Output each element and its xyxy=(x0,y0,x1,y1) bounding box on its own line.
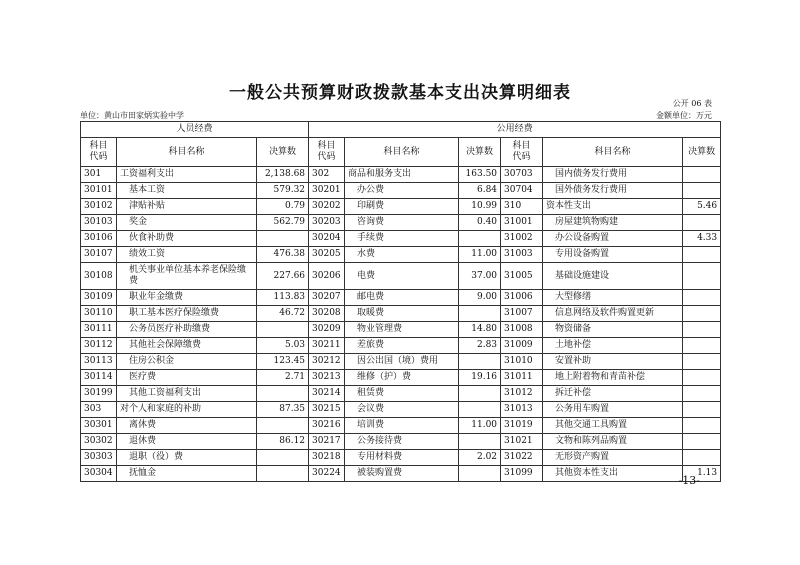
cell-code: 30102 xyxy=(81,199,117,215)
cell-name: 水费 xyxy=(345,247,459,263)
cell-name: 津贴补贴 xyxy=(117,199,257,215)
cell-code: 30111 xyxy=(81,322,117,338)
cell-code: 30114 xyxy=(81,370,117,386)
cell-amount xyxy=(683,322,721,338)
cell-amount xyxy=(257,386,309,402)
cell-code: 30704 xyxy=(501,183,543,199)
cell-amount: 0.40 xyxy=(459,215,501,231)
cell-name: 其他资本性支出 xyxy=(543,466,683,482)
table-row xyxy=(81,434,721,450)
cell-code: 30112 xyxy=(81,338,117,354)
cell-name: 物业管理费 xyxy=(345,322,459,338)
cell-code: 30103 xyxy=(81,215,117,231)
cell-code: 30101 xyxy=(81,183,117,199)
cell-code: 30218 xyxy=(309,450,345,466)
cell-name: 国外债务发行费用 xyxy=(543,183,683,199)
cell-name: 差旅费 xyxy=(345,338,459,354)
col-header-name: 科目名称 xyxy=(543,138,683,167)
cell-name: 培训费 xyxy=(345,418,459,434)
cell-amount xyxy=(683,418,721,434)
cell-code: 30106 xyxy=(81,231,117,247)
table-row xyxy=(81,290,721,306)
cell-amount: 227.66 xyxy=(257,263,309,290)
table-row xyxy=(81,354,721,370)
cell-name: 维修（护）费 xyxy=(345,370,459,386)
cell-name: 公务用车购置 xyxy=(543,402,683,418)
table-row xyxy=(81,418,721,434)
cell-code: 30211 xyxy=(309,338,345,354)
cell-amount: 86.12 xyxy=(257,434,309,450)
cell-amount xyxy=(683,167,721,183)
table-row xyxy=(81,199,721,215)
cell-code: 30110 xyxy=(81,306,117,322)
cell-amount: 5.03 xyxy=(257,338,309,354)
cell-amount: 562.79 xyxy=(257,215,309,231)
group-header-personnel: 人员经费 xyxy=(81,122,309,138)
table-row xyxy=(81,231,721,247)
cell-amount xyxy=(683,290,721,306)
cell-code: 30204 xyxy=(309,231,345,247)
cell-name: 工资福利支出 xyxy=(117,167,257,183)
cell-amount xyxy=(683,215,721,231)
cell-code: 30224 xyxy=(309,466,345,482)
cell-amount xyxy=(459,231,501,247)
cell-name: 电费 xyxy=(345,263,459,290)
cell-code: 302 xyxy=(309,167,345,183)
cell-amount xyxy=(257,450,309,466)
table-row xyxy=(81,322,721,338)
cell-code: 31021 xyxy=(501,434,543,450)
cell-amount: 11.00 xyxy=(459,247,501,263)
cell-code: 30113 xyxy=(81,354,117,370)
col-header-amount: 决算数 xyxy=(683,138,721,167)
cell-code: 30301 xyxy=(81,418,117,434)
cell-name: 拆迁补偿 xyxy=(543,386,683,402)
cell-amount xyxy=(459,354,501,370)
cell-amount xyxy=(683,263,721,290)
cell-code: 31012 xyxy=(501,386,543,402)
cell-name: 抚恤金 xyxy=(117,466,257,482)
cell-name: 邮电费 xyxy=(345,290,459,306)
cell-amount: 2.02 xyxy=(459,450,501,466)
cell-code: 30205 xyxy=(309,247,345,263)
cell-code: 310 xyxy=(501,199,543,215)
cell-name: 地上附着物和青苗补偿 xyxy=(543,370,683,386)
table-row xyxy=(81,386,721,402)
cell-amount: 4.33 xyxy=(683,231,721,247)
col-header-code: 科目 代码 xyxy=(309,138,345,167)
cell-name: 医疗费 xyxy=(117,370,257,386)
cell-name: 房屋建筑物购建 xyxy=(543,215,683,231)
cell-name: 商品和服务支出 xyxy=(345,167,459,183)
cell-amount: 9.00 xyxy=(459,290,501,306)
cell-name: 安置补助 xyxy=(543,354,683,370)
table-row xyxy=(81,306,721,322)
page-title: 一般公共预算财政拨款基本支出决算明细表 xyxy=(229,83,571,103)
cell-name: 办公设备购置 xyxy=(543,231,683,247)
cell-name: 绩效工资 xyxy=(117,247,257,263)
cell-name: 基础设施建设 xyxy=(543,263,683,290)
cell-code: 30201 xyxy=(309,183,345,199)
cell-name: 其他工资福利支出 xyxy=(117,386,257,402)
table-body xyxy=(81,167,721,482)
cell-amount xyxy=(683,247,721,263)
cell-amount: 10.99 xyxy=(459,199,501,215)
cell-name: 大型修缮 xyxy=(543,290,683,306)
cell-amount xyxy=(257,418,309,434)
cell-name: 伙食补助费 xyxy=(117,231,257,247)
cell-name: 文物和陈列品购置 xyxy=(543,434,683,450)
cell-code: 301 xyxy=(81,167,117,183)
cell-name: 机关事业单位基本养老保险缴费 xyxy=(117,263,257,290)
cell-code: 31005 xyxy=(501,263,543,290)
cell-name: 公务接待费 xyxy=(345,434,459,450)
cell-name: 信息网络及软件购置更新 xyxy=(543,306,683,322)
cell-name: 专用材料费 xyxy=(345,450,459,466)
cell-amount xyxy=(257,231,309,247)
cell-amount xyxy=(683,354,721,370)
cell-amount xyxy=(683,183,721,199)
cell-code: 30208 xyxy=(309,306,345,322)
form-number: 公开 06 表 xyxy=(672,99,712,108)
cell-name: 专用设备购置 xyxy=(543,247,683,263)
cell-code: 30212 xyxy=(309,354,345,370)
cell-code: 30302 xyxy=(81,434,117,450)
cell-amount xyxy=(257,322,309,338)
unit-label: 单位：黄山市田家炳实验中学 xyxy=(80,111,184,120)
table-row xyxy=(81,450,721,466)
cell-name: 取暖费 xyxy=(345,306,459,322)
cell-code: 30206 xyxy=(309,263,345,290)
cell-amount: 11.00 xyxy=(459,418,501,434)
col-header-amount: 决算数 xyxy=(257,138,309,167)
cell-amount: 579.32 xyxy=(257,183,309,199)
cell-code: 31002 xyxy=(501,231,543,247)
cell-amount xyxy=(459,306,501,322)
cell-amount xyxy=(683,306,721,322)
table-row xyxy=(81,370,721,386)
cell-code: 303 xyxy=(81,402,117,418)
cell-name: 离休费 xyxy=(117,418,257,434)
cell-name: 手续费 xyxy=(345,231,459,247)
cell-name: 印刷费 xyxy=(345,199,459,215)
cell-amount: 19.16 xyxy=(459,370,501,386)
cell-code: 30217 xyxy=(309,434,345,450)
cell-amount xyxy=(683,338,721,354)
cell-name: 其他社会保障缴费 xyxy=(117,338,257,354)
cell-amount xyxy=(459,386,501,402)
cell-code: 31099 xyxy=(501,466,543,482)
cell-name: 会议费 xyxy=(345,402,459,418)
cell-code: 30304 xyxy=(81,466,117,482)
cell-amount xyxy=(459,402,501,418)
cell-name: 土地补偿 xyxy=(543,338,683,354)
page-number: -13- xyxy=(678,474,700,487)
cell-code: 31006 xyxy=(501,290,543,306)
cell-code: 31010 xyxy=(501,354,543,370)
table-row xyxy=(81,466,721,482)
group-header-public: 公用经费 xyxy=(309,122,721,138)
cell-name: 物资储备 xyxy=(543,322,683,338)
cell-code: 30303 xyxy=(81,450,117,466)
col-header-amount: 决算数 xyxy=(459,138,501,167)
cell-amount xyxy=(683,450,721,466)
cell-amount: 46.72 xyxy=(257,306,309,322)
cell-amount: 2.83 xyxy=(459,338,501,354)
table-row xyxy=(81,263,721,290)
cell-name: 退职（役）费 xyxy=(117,450,257,466)
cell-name: 其他交通工具购置 xyxy=(543,418,683,434)
cell-amount: 0.79 xyxy=(257,199,309,215)
cell-name: 公务员医疗补助缴费 xyxy=(117,322,257,338)
cell-code: 30109 xyxy=(81,290,117,306)
cell-code: 31009 xyxy=(501,338,543,354)
col-header-code: 科目 代码 xyxy=(81,138,117,167)
cell-name: 职业年金缴费 xyxy=(117,290,257,306)
cell-name: 被装购置费 xyxy=(345,466,459,482)
cell-amount: 5.46 xyxy=(683,199,721,215)
cell-amount xyxy=(459,434,501,450)
cell-name: 咨询费 xyxy=(345,215,459,231)
cell-name: 租赁费 xyxy=(345,386,459,402)
table-row xyxy=(81,338,721,354)
cell-name: 办公费 xyxy=(345,183,459,199)
cell-amount: 2,138.68 xyxy=(257,167,309,183)
cell-amount: 87.35 xyxy=(257,402,309,418)
cell-amount: 14.80 xyxy=(459,322,501,338)
table-row xyxy=(81,402,721,418)
cell-name: 住房公积金 xyxy=(117,354,257,370)
cell-amount: 476.38 xyxy=(257,247,309,263)
cell-code: 31022 xyxy=(501,450,543,466)
cell-name: 因公出国（境）费用 xyxy=(345,354,459,370)
cell-amount xyxy=(683,386,721,402)
cell-code: 31001 xyxy=(501,215,543,231)
cell-code: 31007 xyxy=(501,306,543,322)
table-row xyxy=(81,215,721,231)
cell-code: 30215 xyxy=(309,402,345,418)
cell-code: 30703 xyxy=(501,167,543,183)
cell-amount: 123.45 xyxy=(257,354,309,370)
cell-code: 30213 xyxy=(309,370,345,386)
cell-name: 退休费 xyxy=(117,434,257,450)
cell-code: 30203 xyxy=(309,215,345,231)
cell-amount: 113.83 xyxy=(257,290,309,306)
cell-amount: 163.50 xyxy=(459,167,501,183)
cell-code: 30107 xyxy=(81,247,117,263)
cell-name: 对个人和家庭的补助 xyxy=(117,402,257,418)
cell-code: 31008 xyxy=(501,322,543,338)
cell-code: 30108 xyxy=(81,263,117,290)
cell-amount xyxy=(257,466,309,482)
col-header-name: 科目名称 xyxy=(117,138,257,167)
cell-code: 30202 xyxy=(309,199,345,215)
cell-name: 基本工资 xyxy=(117,183,257,199)
cell-amount: 6.84 xyxy=(459,183,501,199)
cell-amount xyxy=(683,402,721,418)
table-row xyxy=(81,247,721,263)
amount-unit-label: 金额单位：万元 xyxy=(656,111,712,120)
cell-amount xyxy=(683,434,721,450)
cell-name: 无形资产购置 xyxy=(543,450,683,466)
cell-code: 30214 xyxy=(309,386,345,402)
cell-amount xyxy=(683,370,721,386)
cell-code: 30207 xyxy=(309,290,345,306)
cell-name: 奖金 xyxy=(117,215,257,231)
cell-code: 30199 xyxy=(81,386,117,402)
cell-code: 31013 xyxy=(501,402,543,418)
col-header-code: 科目 代码 xyxy=(501,138,543,167)
cell-amount: 1.13 xyxy=(683,466,721,482)
cell-amount: 37.00 xyxy=(459,263,501,290)
cell-amount: 2.71 xyxy=(257,370,309,386)
cell-code: 31011 xyxy=(501,370,543,386)
cell-code: 31003 xyxy=(501,247,543,263)
cell-code: 31019 xyxy=(501,418,543,434)
table-row xyxy=(81,183,721,199)
table-row xyxy=(81,167,721,183)
cell-code: 30209 xyxy=(309,322,345,338)
cell-name: 职工基本医疗保险缴费 xyxy=(117,306,257,322)
col-header-name: 科目名称 xyxy=(345,138,459,167)
expenditure-detail-table xyxy=(80,121,721,482)
cell-name: 国内债务发行费用 xyxy=(543,167,683,183)
cell-name: 资本性支出 xyxy=(543,199,683,215)
cell-code: 30216 xyxy=(309,418,345,434)
cell-amount xyxy=(459,466,501,482)
